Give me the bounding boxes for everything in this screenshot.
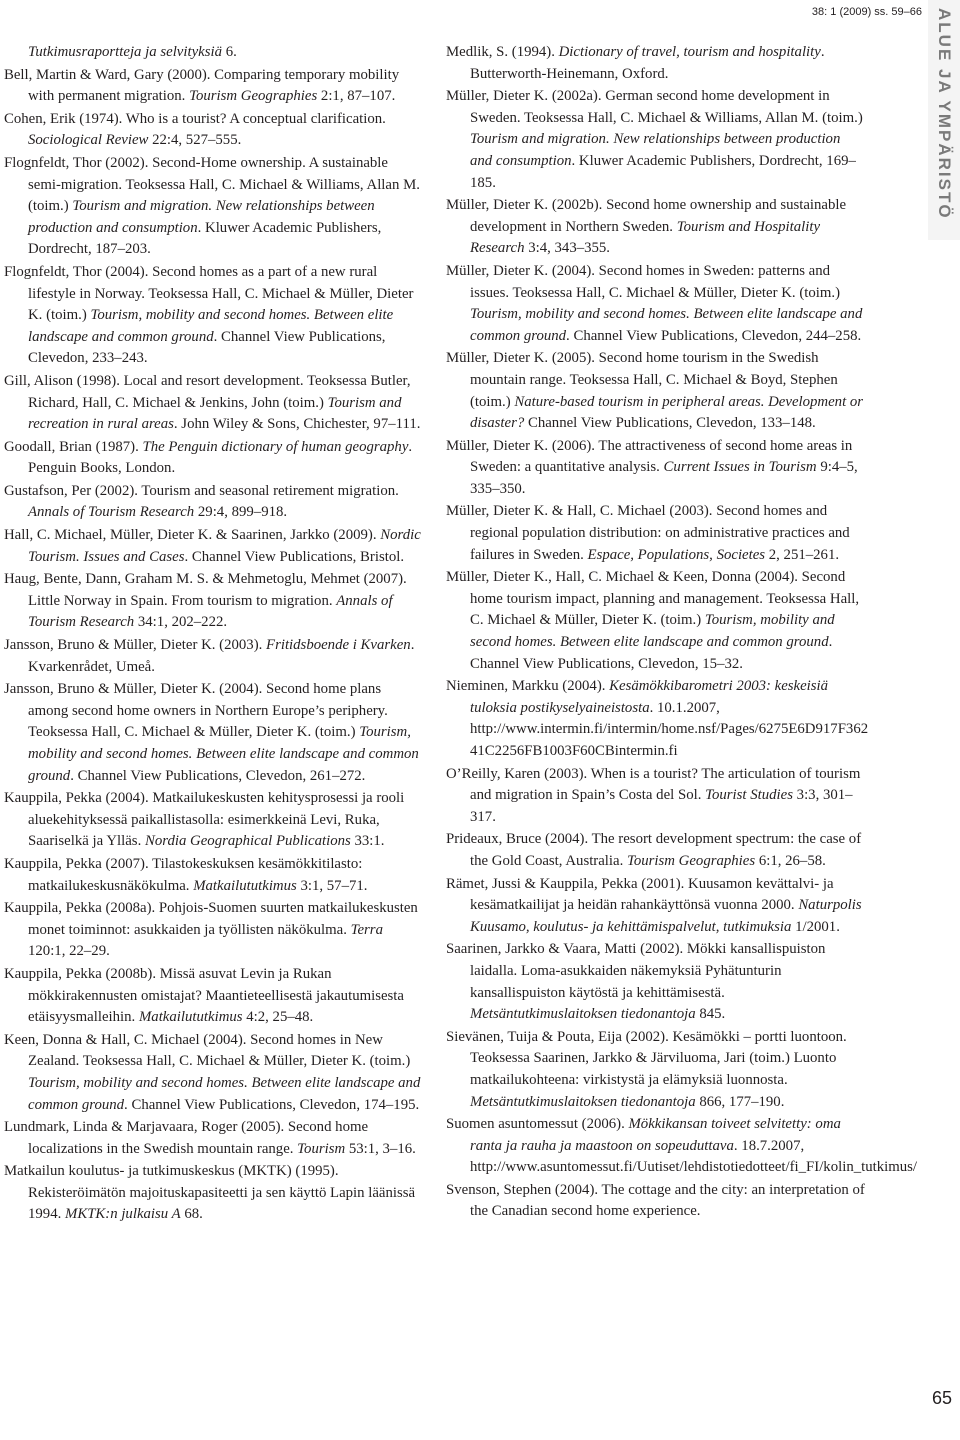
reference-text: Jansson, Bruno & Müller, Dieter K. (2003). — [4, 637, 267, 654]
references-right-column — [446, 42, 918, 1224]
reference-text: Lundmark, Linda & Marjavaara, Roger (2005). Second home localizations in the Swedish mountain range. — [4, 1119, 369, 1157]
reference-text: Müller, Dieter K. (2005). Second home tourism in the Swedish mountain range. Teoksessa Hall, C. Michael & Boyd, Stephen (toim.) — [446, 350, 838, 410]
reference-text: Jansson, Bruno & Müller, Dieter K. (2004). Second home plans among second home owners in Northern Europe’s periphery. Teoksessa Hall, C. Michael & Müller, Dieter K. (toim.) — [4, 681, 388, 741]
reference-title-italic: Tourism and migration. New relationships between production and consumption — [28, 198, 375, 236]
journal-title-vertical: ALUE JA YMPÄRISTÖ — [935, 8, 954, 220]
reference-text: . 10.1.2007, http://www.intermin.fi/intermin/home.nsf/Pages/6275E6D917F362 41C2256FB1003F60CBintermin.fi — [470, 699, 869, 759]
reference-text: Müller, Dieter K. (2002b). Second home ownership and sustainable development in Northern Sweden. — [446, 197, 847, 235]
reference-title-italic: Annals of Tourism Research — [28, 504, 195, 521]
reference-text: Saarinen, Jarkko & Vaara, Matti (2002). Mökki kansallispuiston laidalla. Loma-asukkaiden näkemyksiä Pyhätunturin kansallispuiston käytöstä ja kehittämisestä. — [446, 941, 826, 1001]
reference-title-italic: Dictionary of travel, tourism and hospitality — [558, 44, 821, 60]
reference-entry — [4, 109, 422, 152]
reference-title-italic: Fritidsboende i Kvarken — [266, 637, 411, 654]
reference-text: Keen, Donna & Hall, C. Michael (2004). Second homes in New Zealand. Teoksessa Hall, C. Michael & Müller, Dieter K. (toim.) — [4, 1031, 411, 1070]
reference-entry — [446, 829, 866, 872]
reference-entry — [446, 874, 866, 939]
reference-text: . 18.7.2007, http://www.asuntomessut.fi/Uutiset/lehdistotiedotteet/fi_FI/kolin_tutkimus/ — [470, 1137, 918, 1176]
reference-text: Kauppila, Pekka (2007). Tilastokeskuksen kesämökkitilasto: matkailukeskusnäkökulma. — [4, 855, 363, 894]
reference-title-italic: Annals of Tourism Research — [28, 592, 393, 631]
reference-entry — [4, 481, 422, 524]
reference-entry — [446, 676, 869, 762]
reference-entry — [4, 65, 422, 108]
reference-text: Kauppila, Pekka (2008b). Missä asuvat Levin ja Rukan mökkirakennusten omistajat? Maantieteellisestä jakautumisesta etäisyysmalleihin. — [4, 965, 404, 1026]
reference-entry — [446, 436, 866, 501]
reference-text: 29:4, 899–918. — [194, 504, 288, 521]
reference-text: Rämet, Jussi & Kauppila, Pekka (2001). Kuusamon kevättalvi- ja kesämatkailijat ja heidän rahankäyttönsä vuonna 2000. — [446, 875, 834, 914]
reference-title-italic: Matkailututkimus — [138, 1009, 243, 1026]
reference-title-italic: Metsäntutkimuslaitoksen tiedonantoja — [470, 1006, 696, 1023]
reference-text: Müller, Dieter K. & Hall, C. Michael (2003). Second homes and regional population distribution: on administrative practices and failures in Sweden. — [446, 503, 850, 563]
journal-side-tab — [928, 0, 960, 240]
reference-entry — [446, 86, 866, 194]
reference-entry — [446, 42, 866, 85]
reference-entry — [4, 569, 422, 634]
reference-text: Sievänen, Tuija & Pouta, Eija (2002). Kesämökki – portti luontoon. Teoksessa Saarinen, Jarkko & Järviluoma, Jari (toim.) Luonto matkailukohteena: virkistystä ja elämyksiä luonnosta. — [446, 1028, 847, 1088]
page-number: 65 — [931, 1388, 952, 1408]
reference-text: 3:1, 57–71. — [296, 877, 368, 894]
reference-title-italic: Matkailututkimus — [193, 877, 297, 894]
reference-text: O’Reilly, Karen (2003). When is a tourist? The articulation of tourism and migration in Spain’s Costa del Sol. — [446, 765, 861, 804]
reference-entry — [4, 153, 422, 261]
reference-text: 120:1, 22–29. — [28, 943, 110, 960]
reference-text: . Channel View Publications, Clevedon, 174–195. — [124, 1096, 420, 1113]
reference-entry — [4, 1117, 422, 1160]
reference-text: Kauppila, Pekka (2008a). Pohjois-Suomen suurten matkailukeskusten monet toiminnot: asukkaiden ja työllisten näkökulma. — [4, 900, 418, 938]
reference-entry — [4, 262, 422, 370]
reference-title-italic: Nordic Tourism. Issues and Cases — [28, 527, 421, 565]
reference-entry — [446, 1180, 866, 1223]
reference-title-italic: Espace, Populations, Societes — [587, 546, 766, 563]
reference-text: Suomen asuntomessut (2006). — [446, 1116, 629, 1133]
reference-text: 4:2, 25–48. — [242, 1009, 314, 1026]
reference-text: . Channel View Publications, Clevedon, 233–243. — [28, 328, 386, 367]
reference-text: . Channel View Publications, Clevedon, 15–32. — [470, 634, 833, 672]
reference-text: 68. — [180, 1206, 203, 1223]
reference-title-italic: Tourist Studies — [705, 787, 793, 804]
reference-text: . Channel View Publications, Clevedon, 261–272. — [70, 767, 366, 784]
reference-title-italic: Tutkimusraportteja ja selvityksiä — [28, 44, 222, 60]
reference-text: Bell, Martin & Ward, Gary (2000). Comparing temporary mobility with permanent migration. — [4, 66, 400, 105]
reference-text: . Kluwer Academic Publishers, Dordrecht, 187–203. — [28, 219, 382, 258]
reference-title-italic: Tourism, mobility and second homes. Between elite landscape and common ground — [28, 1074, 421, 1113]
reference-text: 1/2001. — [791, 918, 840, 935]
reference-title-italic: Current Issues in Tourism — [663, 459, 817, 476]
reference-text: Kauppila, Pekka (2004). Matkailukeskusten kehitysprosessi ja rooli aluekehityksessä paikallistasolla: esimerkkeinä Levi, Ruka, Saariselkä ja Ylläs. — [4, 790, 405, 850]
reference-entry — [446, 1027, 866, 1113]
reference-text: 53:1, 3–16. — [345, 1140, 416, 1157]
reference-text: 2:1, 87–107. — [317, 88, 396, 105]
reference-entry — [4, 788, 422, 853]
reference-entry — [446, 195, 866, 260]
reference-entry — [4, 525, 422, 568]
reference-entry — [446, 764, 866, 829]
reference-text: Hall, C. Michael, Müller, Dieter K. & Saarinen, Jarkko (2009). — [4, 527, 381, 544]
reference-text: . Kluwer Academic Publishers, Dordrecht, 169–185. — [470, 152, 856, 191]
journal-citation-header: 38: 1 (2009) ss. 59–66 — [811, 6, 922, 18]
reference-text: Müller, Dieter K. (2004). Second homes in Sweden: patterns and issues. Teoksessa Hall, C. Michael & Müller, Dieter K. (toim.) — [446, 262, 841, 301]
reference-text: 34:1, 202–222. — [134, 614, 228, 631]
reference-entry — [446, 567, 866, 675]
reference-text: . Kvarkenrådet, Umeå. — [28, 637, 415, 675]
reference-entry — [446, 939, 866, 1025]
reference-text: Medlik, S. (1994). — [446, 44, 559, 60]
reference-text: Müller, Dieter K. (2002a). German second home development in Sweden. Teoksessa Hall, C. Michael & Williams, Allan M. (toim.) — [446, 88, 863, 126]
reference-text: Prideaux, Bruce (2004). The resort development spectrum: the case of the Gold Coast, Australia. — [446, 831, 862, 869]
reference-text: 866, 177–190. — [695, 1093, 785, 1110]
reference-text: Flognfeldt, Thor (2004). Second homes as a part of a new rural lifestyle in Norway. Teoksessa Hall, C. Michael & Müller, Dieter K. (toim.) — [4, 263, 414, 324]
reference-text: . John Wiley & Sons, Chichester, 97–111. — [173, 416, 421, 433]
reference-text: Gustafson, Per (2002). Tourism and seasonal retirement migration. — [4, 482, 399, 499]
reference-entry — [4, 42, 422, 64]
reference-entry — [4, 437, 422, 480]
reference-text: 845. — [695, 1006, 726, 1023]
reference-title-italic: Tourism — [297, 1140, 346, 1157]
reference-text: Nieminen, Markku (2004). — [446, 678, 610, 695]
reference-entry — [446, 1114, 918, 1179]
reference-entry — [4, 1161, 422, 1226]
reference-title-italic: Kesämökkibarometri 2003: keskeisiä tuloksia postikyselyaineistosta — [470, 678, 829, 716]
reference-text: . Channel View Publications, Clevedon, 244–258. — [566, 327, 862, 344]
reference-entry — [4, 898, 422, 963]
reference-text: . Butterworth-Heinemann, Oxford. — [470, 44, 825, 82]
reference-title-italic: Tourism and Hospitality Research — [470, 218, 821, 257]
reference-entry — [446, 261, 866, 347]
reference-text: Haug, Bente, Dann, Graham M. S. & Mehmetoglu, Mehmet (2007). Little Norway in Spain. From tourism to migration. — [4, 571, 407, 609]
reference-text: Müller, Dieter K., Hall, C. Michael & Keen, Donna (2004). Second home tourism impact, planning and management. Teoksessa Hall, C. Michael & Müller, Dieter K. (toim.) — [446, 569, 860, 629]
reference-entry — [446, 501, 866, 566]
reference-title-italic: Sociological Review — [28, 132, 149, 149]
reference-text: 22:4, 527–555. — [148, 132, 242, 149]
reference-text: Cohen, Erik (1974). Who is a tourist? A conceptual clarification. — [4, 110, 386, 127]
reference-title-italic: Nordia Geographical Publications — [144, 833, 351, 850]
reference-title-italic: Terra — [350, 921, 383, 938]
reference-entry — [446, 348, 866, 434]
reference-entry — [4, 371, 422, 436]
reference-entry — [4, 1030, 422, 1116]
reference-text: . Penguin Books, London. — [28, 438, 413, 477]
references-left-column — [4, 42, 422, 1227]
reference-text: 9:4–5, 335–350. — [470, 459, 858, 497]
reference-text: Flognfeldt, Thor (2002). Second-Home ownership. A sustainable semi-migration. Teoksessa Hall, C. Michael & Williams, Allan M. (toim.) — [4, 154, 420, 215]
reference-text: . Channel View Publications, Bristol. — [184, 548, 405, 565]
reference-text: 33:1. — [350, 833, 385, 850]
reference-text: 3:3, 301–317. — [470, 787, 853, 825]
reference-title-italic: Tourism and recreation in rural areas — [28, 394, 402, 433]
reference-text: 6:1, 26–58. — [755, 852, 826, 869]
reference-text: Müller, Dieter K. (2006). The attractiveness of second home areas in Sweden: a quantitative analysis. — [446, 437, 853, 476]
reference-title-italic: Tourism, mobility and second homes. Between elite landscape and common ground — [28, 724, 419, 784]
reference-entry — [4, 679, 422, 787]
reference-title-italic: Tourism, mobility and second homes. Between elite landscape and common ground — [470, 612, 835, 651]
reference-title-italic: Tourism, mobility and second homes. Between elite landscape and common ground — [470, 306, 863, 344]
reference-entry — [4, 964, 422, 1029]
reference-title-italic: The Penguin dictionary of human geography — [142, 438, 409, 455]
reference-text: Channel View Publications, Clevedon, 133–148. — [524, 415, 816, 432]
reference-title-italic: Tourism Geographies — [189, 88, 318, 105]
reference-title-italic: Mökkikansan toiveet selvitetty: oma ranta ja rauha ja maastoon on sopeuduttava — [470, 1116, 841, 1154]
reference-text: Gill, Alison (1998). Local and resort development. Teoksessa Butler, Richard, Hall, C. Michael & Jenkins, John (toim.) — [4, 372, 411, 411]
reference-title-italic: Tourism and migration. New relationships between production and consumption — [470, 131, 841, 169]
reference-title-italic: Naturpolis Kuusamo, koulutus- ja kehittämispalvelut, tutkimuksia — [470, 897, 862, 935]
reference-entry — [4, 635, 422, 678]
reference-text: 6. — [222, 44, 237, 60]
reference-text: Goodall, Brian (1987). — [4, 438, 143, 455]
reference-entry — [4, 854, 422, 897]
reference-title-italic: Tourism, mobility and second homes. Between elite landscape and common ground — [28, 307, 394, 345]
reference-text: 2, 251–261. — [765, 546, 840, 563]
reference-text: 3:4, 343–355. — [524, 240, 611, 257]
reference-title-italic: Nature-based tourism in peripheral areas. Development or disaster? — [470, 393, 864, 432]
reference-title-italic: MKTK:n julkaisu A — [65, 1206, 181, 1223]
reference-text: Matkailun koulutus- ja tutkimuskeskus (MKTK) (1995). Rekisteröimätön majoituskapasiteetti ja sen käyttö Lapin läänissä 1994. — [4, 1163, 416, 1223]
reference-title-italic: Metsäntutkimuslaitoksen tiedonantoja — [470, 1093, 696, 1110]
reference-text: Svenson, Stephen (2004). The cottage and the city: an interpretation of the Canadian second home experience. — [446, 1181, 865, 1220]
reference-title-italic: Tourism Geographies — [627, 852, 756, 869]
